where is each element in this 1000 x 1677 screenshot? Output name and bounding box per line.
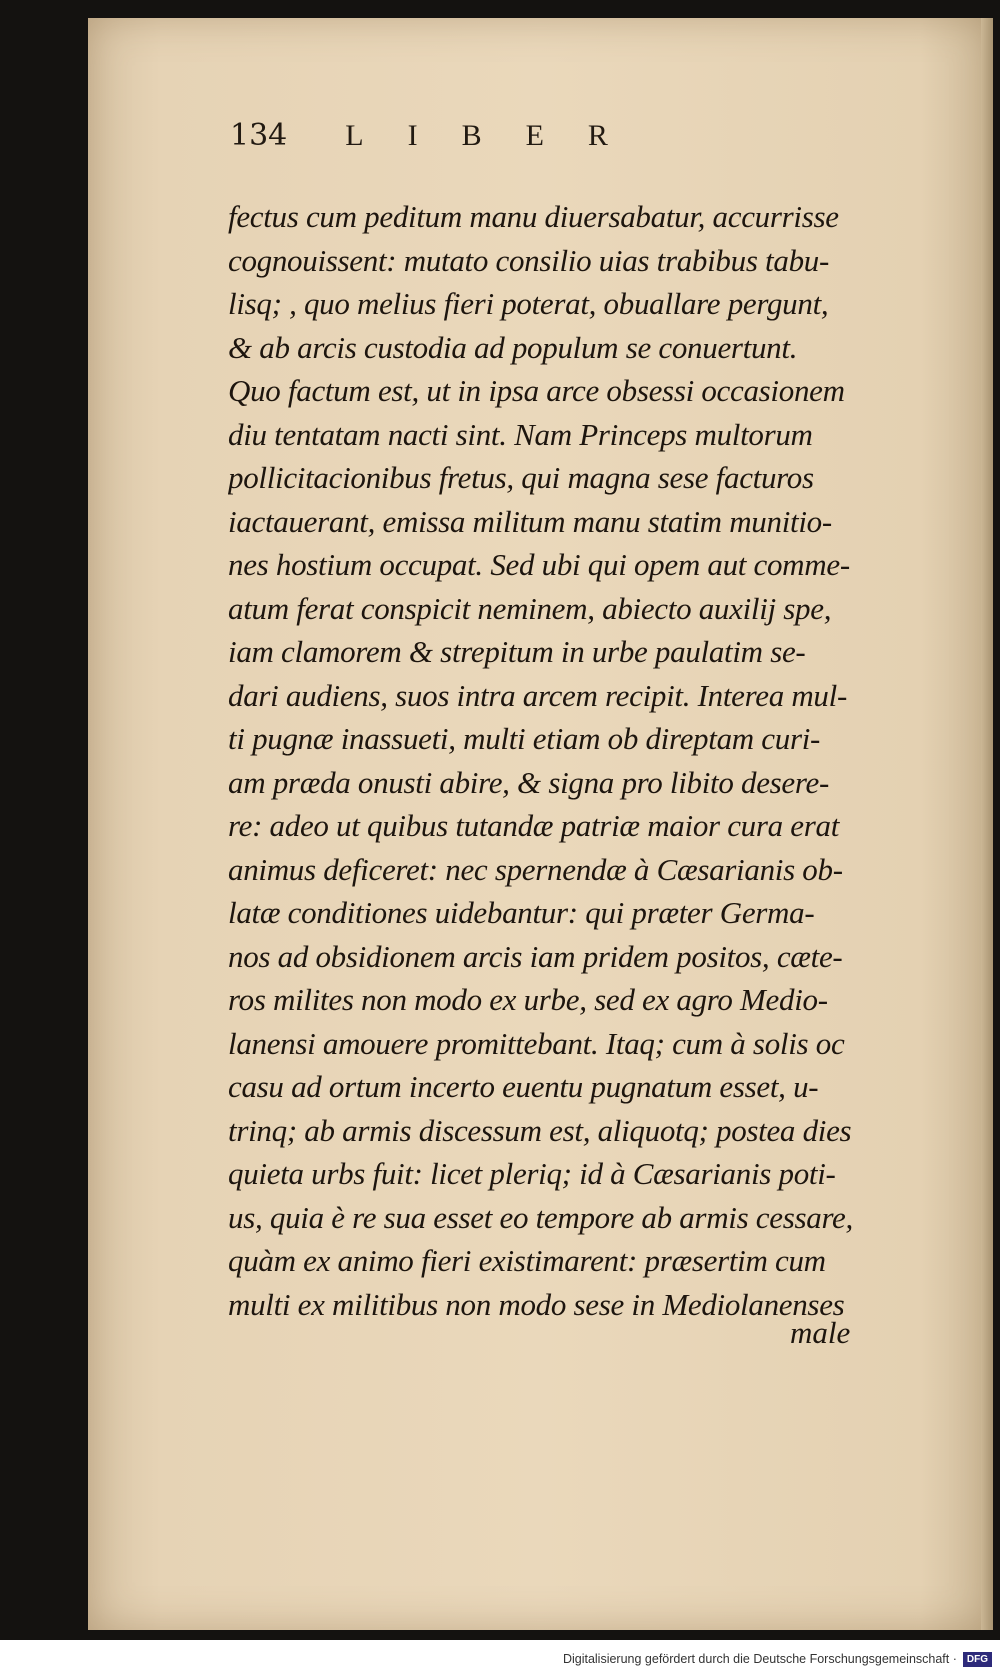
text-line: atum ferat conspicit neminem, abiecto auxilij spe, <box>228 590 832 626</box>
text-line: am præda onusti abire, & signa pro libito desere- <box>228 764 829 800</box>
body-text <box>228 195 873 1375</box>
footer <box>0 1648 1000 1670</box>
funding-credit: Digitalisierung gefördert durch die Deutsche Forschungsgemeinschaft · <box>562 1652 957 1666</box>
text-line: iam clamorem & strepitum in urbe paulatim se- <box>228 634 806 669</box>
text-line: latæ conditiones uidebantur: qui præter Germa- <box>228 895 815 930</box>
text-line: ros milites non modo ex urbe, sed ex agro Medio- <box>228 982 828 1017</box>
text-line: trinq; ab armis discessum est, aliquotq; postea dies <box>228 1112 852 1148</box>
text-line: nos ad obsidionem arcis iam pridem positos, cæte- <box>228 938 843 974</box>
text-line: re: adeo ut quibus tutandæ patriæ maior cura erat <box>228 808 840 843</box>
text-line: quieta urbs fuit: licet pleriq; id à Cæsarianis poti- <box>228 1156 836 1191</box>
dfg-logo: DFG <box>963 1652 992 1667</box>
text-line: casu ad ortum incerto euentu pugnatum esset, u- <box>228 1069 819 1104</box>
text-line: ti pugnæ inassueti, multi etiam ob direptam curi- <box>228 721 821 756</box>
text-line: us, quia è re sua esset eo tempore ab armis cessare, <box>228 1199 853 1235</box>
text-line: diu tentatam nacti sint. Nam Princeps multorum <box>228 416 813 452</box>
text-line: quàm ex animo fieri existimarent: præsertim cum <box>228 1243 826 1278</box>
page-edge <box>981 18 993 1630</box>
text-line: iactauerant, emissa militum manu statim munitio- <box>228 503 832 539</box>
text-line: & ab arcis custodia ad populum se conuertunt. <box>228 329 798 365</box>
text-line: fectus cum peditum manu diuersabatur, accurrisse <box>228 199 839 234</box>
text-line: Quo factum est, ut in ipsa arce obsessi occasionem <box>228 373 845 408</box>
text-line: lanensi amouere promittebant. Itaq; cum à solis oc <box>228 1025 845 1061</box>
text-line: multi ex militibus non modo sese in Mediolanenses <box>228 1286 845 1322</box>
text-line: dari audiens, suos intra arcem recipit. Interea mul- <box>228 677 847 713</box>
text-line: animus deficeret: nec spernendæ à Cæsarianis ob- <box>228 851 843 887</box>
text-line: nes hostium occupat. Sed ubi qui opem aut comme- <box>228 547 850 582</box>
page-number: 134 <box>230 118 288 153</box>
text-line: lisq; , quo melius fieri poterat, obuallare pergunt, <box>228 286 829 321</box>
page-header <box>230 118 790 178</box>
text-line: cognouissent: mutato consilio uias trabibus tabu- <box>228 242 829 278</box>
text-line: pollicitacionibus fretus, qui magna sese facturos <box>228 460 814 495</box>
running-title: LIBER <box>345 119 652 152</box>
catchword: male <box>790 1315 851 1350</box>
